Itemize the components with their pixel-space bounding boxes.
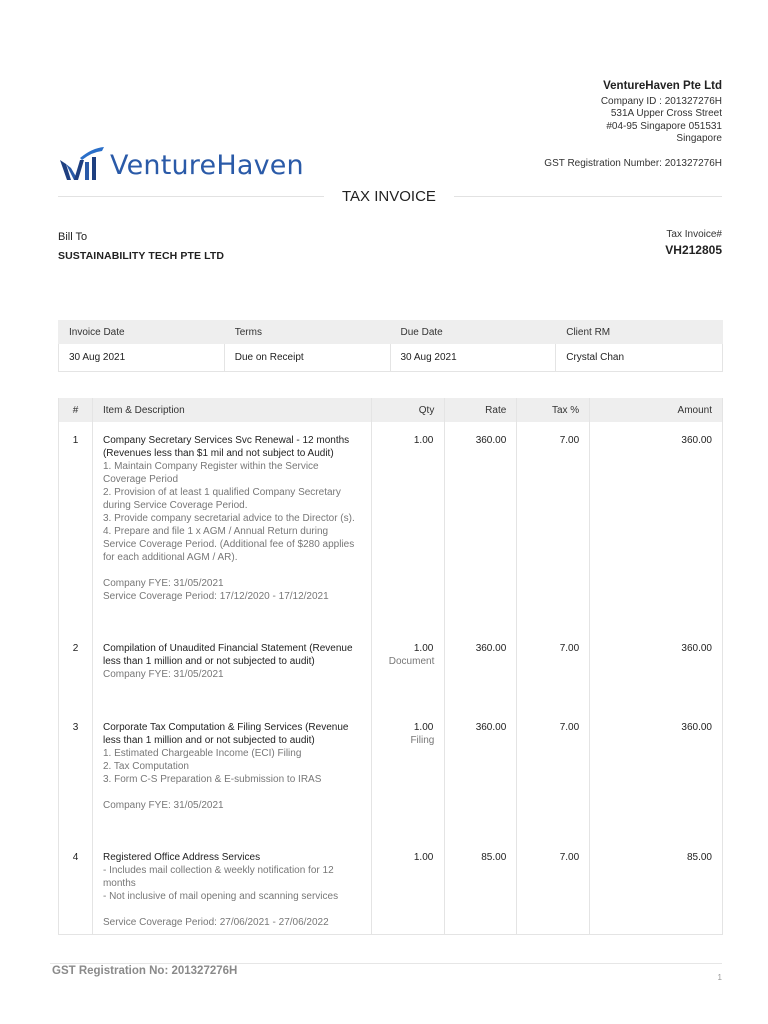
item-unit: Filing [410, 735, 435, 746]
header-rate: Rate [445, 398, 517, 422]
item-detail-line: Company FYE: 31/05/2021 [102, 669, 224, 680]
invoice-info-header-row [59, 321, 723, 344]
company-name: VentureHaven Pte Ltd [603, 80, 722, 92]
item-detail-line: - Not inclusive of mail opening and scanning services [102, 891, 339, 902]
item-qty-value: 1.00 [413, 722, 434, 733]
item-number: 2 [59, 630, 93, 709]
company-logo [58, 146, 304, 184]
company-address-line2: #04-95 Singapore 051531 [606, 120, 722, 132]
title-divider-right [454, 196, 722, 197]
item-rate: 360.00 [445, 422, 517, 630]
item-tax: 7.00 [517, 630, 590, 709]
item-amount: 360.00 [590, 709, 723, 839]
item-qty [372, 839, 445, 934]
item-unit: Document [388, 656, 435, 667]
item-title: Corporate Tax Computation & Filing Services (Revenue less than 1 million and or not subjected to audit) [102, 722, 349, 746]
header-invoice-date: Invoice Date [59, 321, 225, 344]
item-qty [372, 709, 445, 839]
header-due-date: Due Date [390, 321, 556, 344]
item-detail-line: Service Coverage Period: 27/06/2021 - 27/06/2022 [102, 917, 329, 928]
header-qty: Qty [372, 398, 445, 422]
invoice-info-row [59, 344, 723, 372]
line-items-header-row [59, 398, 723, 422]
page-number: 1 [717, 973, 722, 982]
header-amount: Amount [590, 398, 723, 422]
item-detail-line [103, 903, 361, 916]
item-tax: 7.00 [517, 839, 590, 934]
item-description [92, 422, 371, 630]
logo-wordmark: VentureHaven [110, 149, 304, 181]
item-description [92, 839, 371, 934]
document-title: TAX INVOICE [342, 187, 436, 205]
header-tax: Tax % [517, 398, 590, 422]
item-number: 1 [59, 422, 93, 630]
item-qty-value: 1.00 [413, 852, 434, 863]
item-rate: 360.00 [445, 630, 517, 709]
item-title: Compilation of Unaudited Financial Statement (Revenue less than 1 million and or not subjected to audit) [102, 643, 353, 667]
item-tax: 7.00 [517, 422, 590, 630]
item-number: 3 [59, 709, 93, 839]
terms-value: Due on Receipt [224, 344, 390, 372]
item-amount: 360.00 [590, 422, 723, 630]
client-rm-value: Crystal Chan [556, 344, 723, 372]
item-title: Company Secretary Services Svc Renewal - 12 months (Revenues less than $1 mil and not subject to Audit) [102, 435, 350, 459]
item-detail-line [103, 564, 361, 577]
item-rate: 85.00 [445, 839, 517, 934]
line-item-row [59, 630, 723, 709]
invoice-date-value: 30 Aug 2021 [59, 344, 225, 372]
company-gst-number: GST Registration Number: 201327276H [544, 157, 722, 169]
item-detail-line: Service Coverage Period: 17/12/2020 - 17/12/2021 [102, 591, 329, 602]
item-qty-value: 1.00 [413, 435, 434, 446]
item-detail-line: 1. Estimated Chargeable Income (ECI) Filing [102, 748, 302, 759]
header-number: # [59, 398, 93, 422]
invoice-number-section [665, 229, 722, 257]
company-country: Singapore [676, 133, 722, 145]
invoice-info-table [58, 320, 723, 372]
item-description [92, 709, 371, 839]
venturehaven-logo-icon [58, 146, 106, 184]
item-detail-line: 1. Maintain Company Register within the Service Coverage Period [102, 461, 319, 485]
footer-divider [50, 963, 722, 964]
item-rate: 360.00 [445, 709, 517, 839]
item-detail-line: 3. Provide company secretarial advice to the Director (s). [102, 513, 355, 524]
item-amount: 360.00 [590, 630, 723, 709]
item-detail-line: Company FYE: 31/05/2021 [102, 800, 224, 811]
due-date-value: 30 Aug 2021 [390, 344, 556, 372]
item-tax: 7.00 [517, 709, 590, 839]
item-detail-line: Company FYE: 31/05/2021 [102, 578, 224, 589]
item-qty [372, 630, 445, 709]
item-detail-line: 2. Tax Computation [102, 761, 189, 772]
company-info [544, 80, 722, 171]
item-description [92, 630, 371, 709]
title-divider-left [58, 196, 324, 197]
header-item-description: Item & Description [92, 398, 371, 422]
invoice-number-label: Tax Invoice# [666, 229, 722, 240]
line-items-table [58, 398, 723, 935]
bill-to-section [58, 231, 224, 262]
bill-to-name: SUSTAINABILITY TECH PTE LTD [58, 250, 225, 262]
invoice-number: VH212805 [665, 243, 722, 257]
header-client-rm: Client RM [556, 321, 723, 344]
line-item-row [59, 709, 723, 839]
item-detail-line: 3. Form C-S Preparation & E-submission to IRAS [102, 774, 322, 785]
company-address-line1: 531A Upper Cross Street [610, 108, 722, 120]
item-detail-line: 4. Prepare and file 1 x AGM / Annual Return during Service Coverage Period. (Additional fee of $280 applies for each additional AGM / AR). [102, 526, 355, 563]
item-qty-value: 1.00 [413, 643, 434, 654]
bill-to-label: Bill To [58, 231, 88, 243]
item-title: Registered Office Address Services [102, 852, 261, 863]
footer-gst-number: GST Registration No: 201327276H [52, 965, 238, 977]
item-qty [372, 422, 445, 630]
line-item-row [59, 422, 723, 630]
company-id: Company ID : 201327276H [600, 95, 722, 107]
item-detail-line: - Includes mail collection & weekly notification for 12 months [102, 865, 334, 889]
item-detail-line [103, 786, 361, 799]
item-amount: 85.00 [590, 839, 723, 934]
item-number: 4 [59, 839, 93, 934]
title-row [58, 186, 722, 206]
item-detail-line: 2. Provision of at least 1 qualified Company Secretary during Service Coverage Period. [102, 487, 341, 511]
header-terms: Terms [224, 321, 390, 344]
line-item-row [59, 839, 723, 934]
